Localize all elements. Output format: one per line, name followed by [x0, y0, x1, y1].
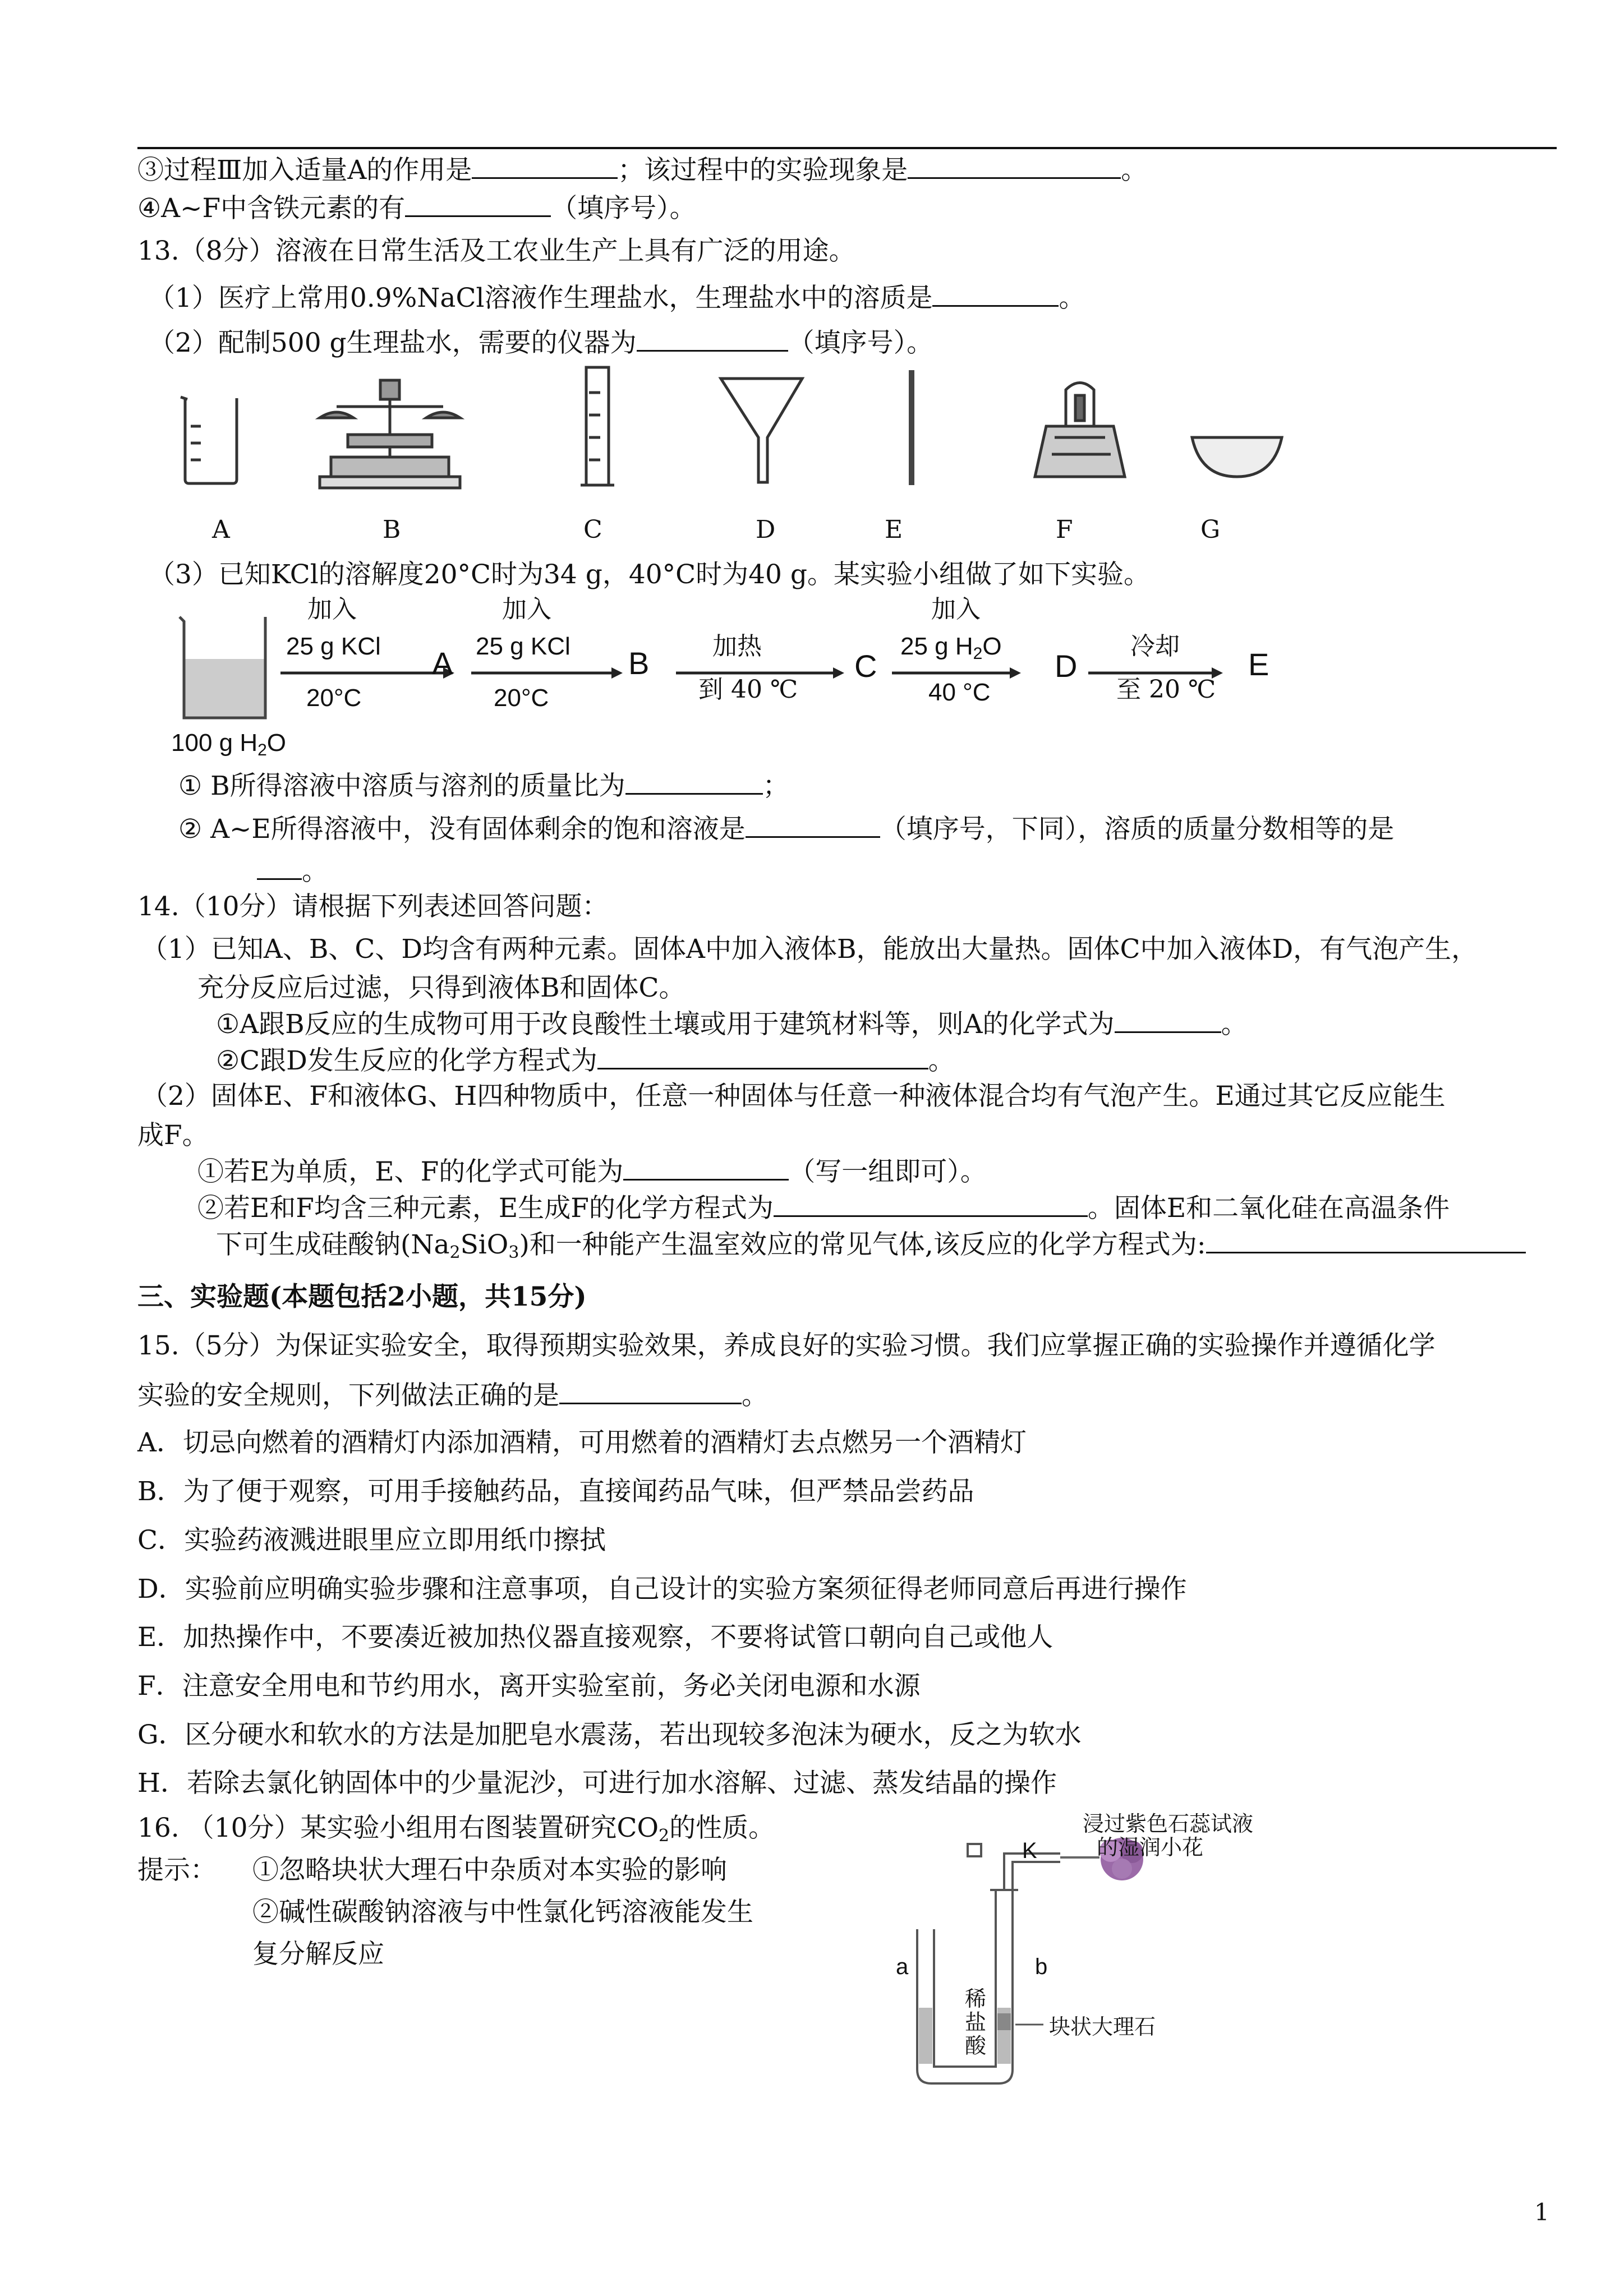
q14-part1-sub1	[216, 1007, 1248, 1041]
acid-label-3: 酸	[965, 2035, 987, 2058]
text: 。	[1221, 1009, 1248, 1040]
evaporating-dish-icon	[1192, 437, 1282, 477]
text: ①若E为单质，E、F的化学式可能为	[197, 1156, 624, 1187]
answer-blank[interactable]	[625, 768, 763, 795]
instrument-label: C	[583, 515, 602, 544]
text: 100 g H	[171, 729, 258, 757]
answer-blank[interactable]	[908, 153, 1121, 179]
text: ②若E和F均含三种元素，E生成F的化学方程式为	[197, 1193, 774, 1224]
text: （填序号）。	[788, 328, 933, 358]
text: （2）配制500 g生理盐水，需要的仪器为	[149, 328, 637, 358]
text: ② A~E所得溶液中，没有固体剩余的饱和溶液是	[178, 814, 746, 845]
q15-line1: 15.（5分）为保证实验安全，取得预期实验效果，养成良好的实验习惯。我们应掌握正确的实验操作并遵循化学	[137, 1330, 1436, 1361]
instrument-label: F	[1056, 515, 1073, 544]
option-h: H．若除去氯化钠固体中的少量泥沙，可进行加水溶解、过滤、蒸发结晶的操作	[137, 1768, 1057, 1799]
answer-blank[interactable]	[257, 854, 302, 880]
tube-b-label: b	[1035, 1954, 1048, 1979]
question-14-title: 14.（10分）请根据下列表述回答问题：	[137, 891, 609, 922]
text: ① B所得溶液中溶质与溶剂的质量比为	[178, 771, 625, 801]
node-e: E	[1248, 647, 1269, 682]
tube-a-label: a	[896, 1954, 909, 1979]
text: ③过程Ⅲ加入适量A的作用是	[137, 155, 472, 186]
answer-blank[interactable]	[472, 153, 618, 179]
arrow2-top: 加入	[502, 595, 551, 624]
node-a: A	[432, 646, 453, 681]
text: （写一组即可）。	[789, 1156, 987, 1187]
text: ①A跟B反应的生成物可用于改良酸性土壤或用于建筑材料等，则A的化学式为	[216, 1009, 1115, 1040]
beaker-label	[171, 729, 286, 764]
answer-blank[interactable]	[623, 1154, 789, 1181]
answer-blank[interactable]	[1115, 1007, 1221, 1033]
answer-blank[interactable]	[405, 191, 551, 217]
answer-blank[interactable]	[597, 1043, 928, 1069]
valve-label: K	[1022, 1838, 1037, 1863]
graduated-cylinder-icon	[581, 367, 614, 485]
answer-blank[interactable]	[637, 325, 788, 352]
glass-rod-icon	[909, 370, 914, 485]
q14-part1-line1: （1）已知A、B、C、D均含有两种元素。固体A中加入液体B，能放出大量热。固体C中加入液体D，有气泡产生，	[141, 934, 1478, 965]
q13-part3-2	[178, 812, 1394, 846]
text: 。	[1121, 155, 1148, 186]
q13-part2	[149, 325, 933, 360]
beaker-water-icon	[180, 617, 265, 718]
arrow2-mid: 25 g KCl	[476, 633, 571, 660]
arrow4-top: 加入	[931, 595, 981, 624]
text: 实验的安全规则，下列做法正确的是	[137, 1380, 559, 1411]
text: 下可生成硅酸钠(Na	[216, 1229, 450, 1260]
text: 。	[928, 1045, 955, 1076]
answer-blank[interactable]	[1206, 1227, 1526, 1253]
subscript: 2	[658, 1826, 670, 1846]
instrument-label: D	[756, 515, 776, 544]
option-a: A．切忌向燃着的酒精灯内添加酒精，可用燃着的酒精灯去点燃另一个酒精灯	[137, 1427, 1027, 1458]
option-g: G．区分硬水和软水的方法是加肥皂水震荡，若出现较多泡沫为硬水，反之为软水	[137, 1719, 1082, 1750]
text: 。	[1059, 283, 1085, 313]
instrument-label: G	[1200, 515, 1221, 544]
q14-part1-sub2	[216, 1043, 955, 1078]
q12-part4	[137, 191, 696, 225]
marble-label: 块状大理石	[1049, 2016, 1156, 2039]
text: ④A~F中含铁元素的有	[137, 193, 406, 224]
instrument-label: E	[885, 515, 903, 544]
header-rule	[137, 147, 1557, 149]
marble-chunk	[997, 2013, 1011, 2030]
q12-part3	[137, 153, 1147, 187]
subscript: 2	[973, 644, 983, 663]
subscript: 2	[449, 1243, 461, 1262]
answer-blank[interactable]	[932, 280, 1059, 307]
text: ②C跟D发生反应的化学方程式为	[216, 1045, 597, 1076]
q14-part2-sub2	[197, 1191, 1450, 1225]
q14-part2-line2: 成F。	[137, 1120, 209, 1151]
text: 。固体E和二氧化硅在高温条件	[1087, 1193, 1450, 1224]
balance-icon	[320, 380, 460, 488]
hint-2: ②碱性碳酸钠溶液与中性氯化钙溶液能发生	[252, 1897, 753, 1928]
answer-blank[interactable]	[559, 1378, 742, 1404]
text: O	[266, 729, 287, 757]
acid-label-2: 盐	[965, 2011, 987, 2035]
arrow5-bot: 至 20 ℃	[1116, 675, 1216, 704]
q13-part3-1	[178, 768, 789, 803]
arrow2-bot: 20°C	[494, 684, 549, 712]
arrow1-top: 加入	[307, 595, 357, 624]
page-number: 1	[1534, 2198, 1549, 2226]
acid-label-1: 稀	[965, 1988, 987, 2011]
option-e: E．加热操作中，不要凑近被加热仪器直接观察，不要将试管口朝向自己或他人	[137, 1622, 1053, 1653]
option-d: D．实验前应明确实验步骤和注意事项，自己设计的实验方案须征得老师同意后再进行操作	[137, 1574, 1187, 1605]
text: )和一种能产生温室效应的常见气体,该反应的化学方程式为:	[519, 1229, 1206, 1260]
arrow1-bot: 20°C	[306, 684, 362, 712]
beaker-icon	[181, 397, 237, 483]
section-3-heading: 三、实验题(本题包括2小题，共15分)	[137, 1281, 587, 1312]
q14-part2-sub1	[197, 1154, 987, 1189]
arrow4-bot: 40 °C	[928, 679, 991, 706]
option-c: C．实验药液溅进眼里应立即用纸巾擦拭	[137, 1525, 606, 1556]
answer-blank[interactable]	[774, 1191, 1088, 1217]
question-13-title: 13.（8分）溶液在日常生活及工农业生产上具有广泛的用途。	[137, 236, 855, 266]
text: O	[982, 633, 1002, 660]
text: （1）医疗上常用0.9%NaCl溶液作生理盐水，生理盐水中的溶质是	[149, 283, 933, 313]
text: ；	[762, 771, 789, 801]
node-d: D	[1055, 648, 1078, 684]
text: 的性质。	[669, 1813, 775, 1843]
hint-label: 提示：	[137, 1855, 217, 1885]
text: （填序号，下同），溶质的质量分数相等的是	[880, 814, 1395, 845]
flower-label-line1: 浸过紫色石蕊试液	[1083, 1813, 1254, 1836]
q13-part3-2-cont	[257, 854, 328, 888]
acid-level-a	[919, 2008, 932, 2064]
text: 25 g H	[900, 633, 973, 660]
subscript: 2	[257, 741, 267, 759]
instrument-label: B	[383, 515, 401, 544]
alcohol-lamp-icon	[1035, 383, 1125, 477]
arrow3-top: 加热	[712, 632, 762, 661]
arrow5-top: 冷却	[1130, 632, 1180, 661]
q13-part3: （3）已知KCl的溶解度20°C时为34 g，40°C时为40 g。某实验小组做了如下实验。	[149, 559, 1150, 590]
q14-part2-sub2-cont	[216, 1227, 1526, 1270]
text: 。	[742, 1380, 768, 1411]
text: （填序号）。	[551, 193, 696, 224]
q15-line2	[137, 1378, 768, 1413]
hint-1: ①忽略块状大理石中杂质对本实验的影响	[252, 1855, 727, 1885]
node-c: C	[854, 648, 877, 684]
q14-part2-line1: （2）固体E、F和液体G、H四种物质中，任意一种固体与任意一种液体混合均有气泡产生。E通过其它反应能生	[141, 1081, 1446, 1112]
text: ；该过程中的实验现象是	[618, 155, 908, 186]
q14-part1-line2: 充分反应后过滤，只得到液体B和固体C。	[197, 972, 686, 1003]
node-b: B	[628, 646, 650, 681]
hint-2-cont: 复分解反应	[252, 1939, 384, 1970]
instrument-label: A	[212, 515, 230, 544]
option-f: F．注意安全用电和节约用水，离开实验室前，务必关闭电源和水源	[137, 1671, 921, 1702]
q13-part1	[149, 280, 1085, 315]
funnel-icon	[721, 379, 802, 482]
instruments-figure	[168, 365, 1290, 494]
option-b: B．为了便于观察，可用手接触药品，直接闻药品气味，但严禁品尝药品	[137, 1476, 974, 1507]
arrow3-bot: 到 40 ℃	[698, 675, 798, 704]
text: SiO	[460, 1229, 509, 1260]
text: 。	[302, 856, 328, 887]
arrow1-mid: 25 g KCl	[286, 633, 381, 660]
text: 16. （10分）某实验小组用右图装置研究CO	[137, 1813, 659, 1843]
arrow4-mid	[900, 633, 1002, 668]
subscript: 3	[508, 1243, 519, 1262]
q16-title	[137, 1811, 775, 1853]
flower-label-line2: 的湿润小花	[1097, 1836, 1204, 1860]
answer-blank[interactable]	[746, 812, 880, 838]
